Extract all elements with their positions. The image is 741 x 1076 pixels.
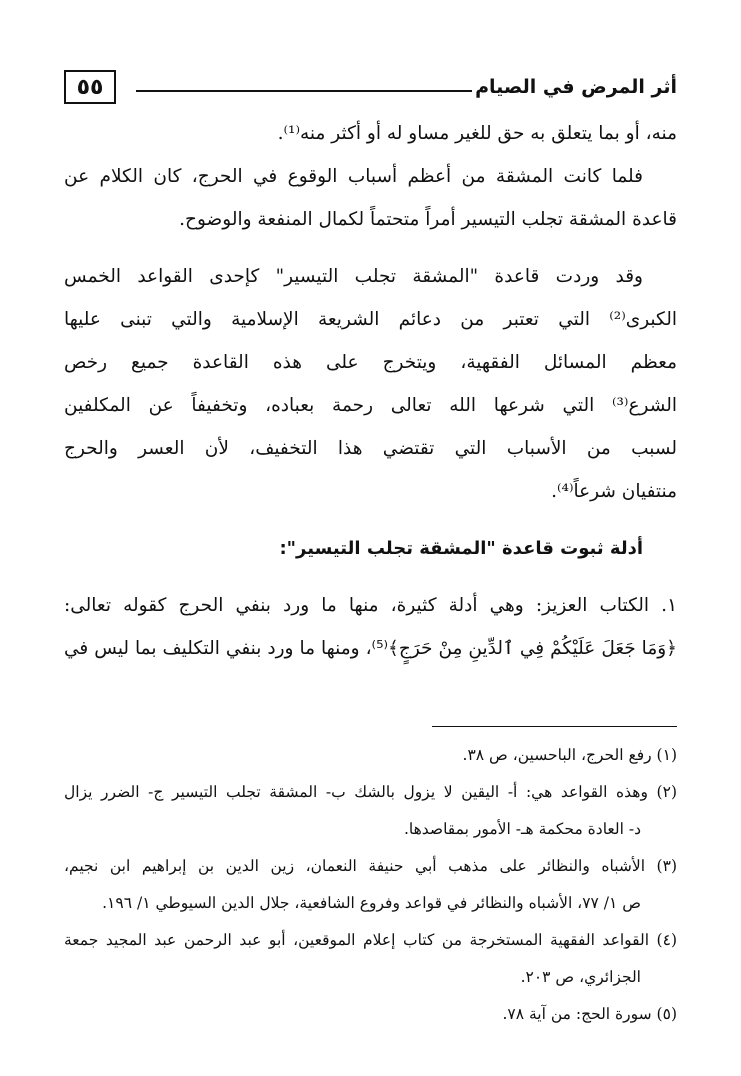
footnote: (١) رفع الحرج، الباحسين، ص ٣٨. [462, 746, 677, 764]
paragraph-line: منه، أو بما يتعلق به حق للغير مساو له أو أكثر منه⁽¹⁾. [277, 123, 677, 144]
paragraph-gap [64, 241, 677, 255]
header-rule [136, 90, 472, 92]
footnote-continuation: ص ١/ ٧٧، الأشباه والنظائر في قواعد وفروع الشافعية، جلال الدين السيوطي ١/ ١٩٦. [102, 894, 641, 912]
footnote-separator [432, 726, 677, 727]
paragraph-gap [64, 513, 677, 527]
paragraph-line: ١. الكتاب العزيز: وهي أدلة كثيرة، منها ما ورد بنفي الحرج كقوله تعالى: [64, 595, 677, 616]
running-title: أثر المرض في الصيام [475, 76, 677, 98]
paragraph-line: الشرع⁽³⁾ التي شرعها الله تعالى رحمة بعباده، وتخفيفاً عن المكلفين [64, 395, 677, 416]
paragraph-line: معظم المسائل الفقهية، ويتخرج على هذه القاعدة جميع رخص [64, 352, 677, 373]
paragraph-line: منتفيان شرعاً⁽⁴⁾. [551, 481, 677, 502]
footnote: (٢) وهذه القواعد هي: أ- اليقين لا يزول بالشك ب- المشقة تجلب التيسير ج- الضرر يزال [64, 783, 677, 801]
footnote-continuation: د- العادة محكمة هـ- الأمور بمقاصدها. [403, 820, 641, 838]
footnote-continuation: الجزائري، ص ٢٠٣. [520, 968, 641, 986]
footnote: (٥) سورة الحج: من آية ٧٨. [502, 1005, 677, 1023]
paragraph-line: الكبرى⁽²⁾ التي تعتبر من دعائم الشريعة الإسلامية والتي تبنى عليها [64, 309, 677, 330]
footnote: (٣) الأشباه والنظائر على مذهب أبي حنيفة النعمان، زين الدين بن إبراهيم ابن نجيم، [64, 857, 677, 875]
body-text [64, 112, 677, 670]
quran-verse-line: ﴿وَمَا جَعَلَ عَلَيْكُمْ فِي ٱلدِّينِ مِنْ حَرَجٍ﴾⁽⁵⁾، ومنها ما ورد بنفي التكليف بما ليس في [64, 638, 677, 659]
footnotes [64, 737, 677, 1033]
paragraph-line: قاعدة المشقة تجلب التيسير أمراً متحتماً لكمال المنفعة والوضوح. [179, 209, 677, 230]
paragraph-line: لسبب من الأسباب التي تقتضي هذا التخفيف، لأن العسر والحرج [64, 438, 677, 459]
paragraph-gap [64, 570, 677, 584]
page-number: ٥٥ [64, 70, 116, 104]
paragraph-line: فلما كانت المشقة من أعظم أسباب الوقوع في الحرج، كان الكلام عن [64, 166, 643, 187]
paragraph-line: وقد وردت قاعدة "المشقة تجلب التيسير" كإحدى القواعد الخمس [64, 266, 643, 287]
page-header [64, 70, 677, 110]
footnote: (٤) القواعد الفقهية المستخرجة من كتاب إعلام الموقعين، أبو عبد الرحمن عبد المجيد جمعة [64, 931, 677, 949]
section-heading: أدلة ثبوت قاعدة "المشقة تجلب التيسير": [279, 538, 643, 559]
